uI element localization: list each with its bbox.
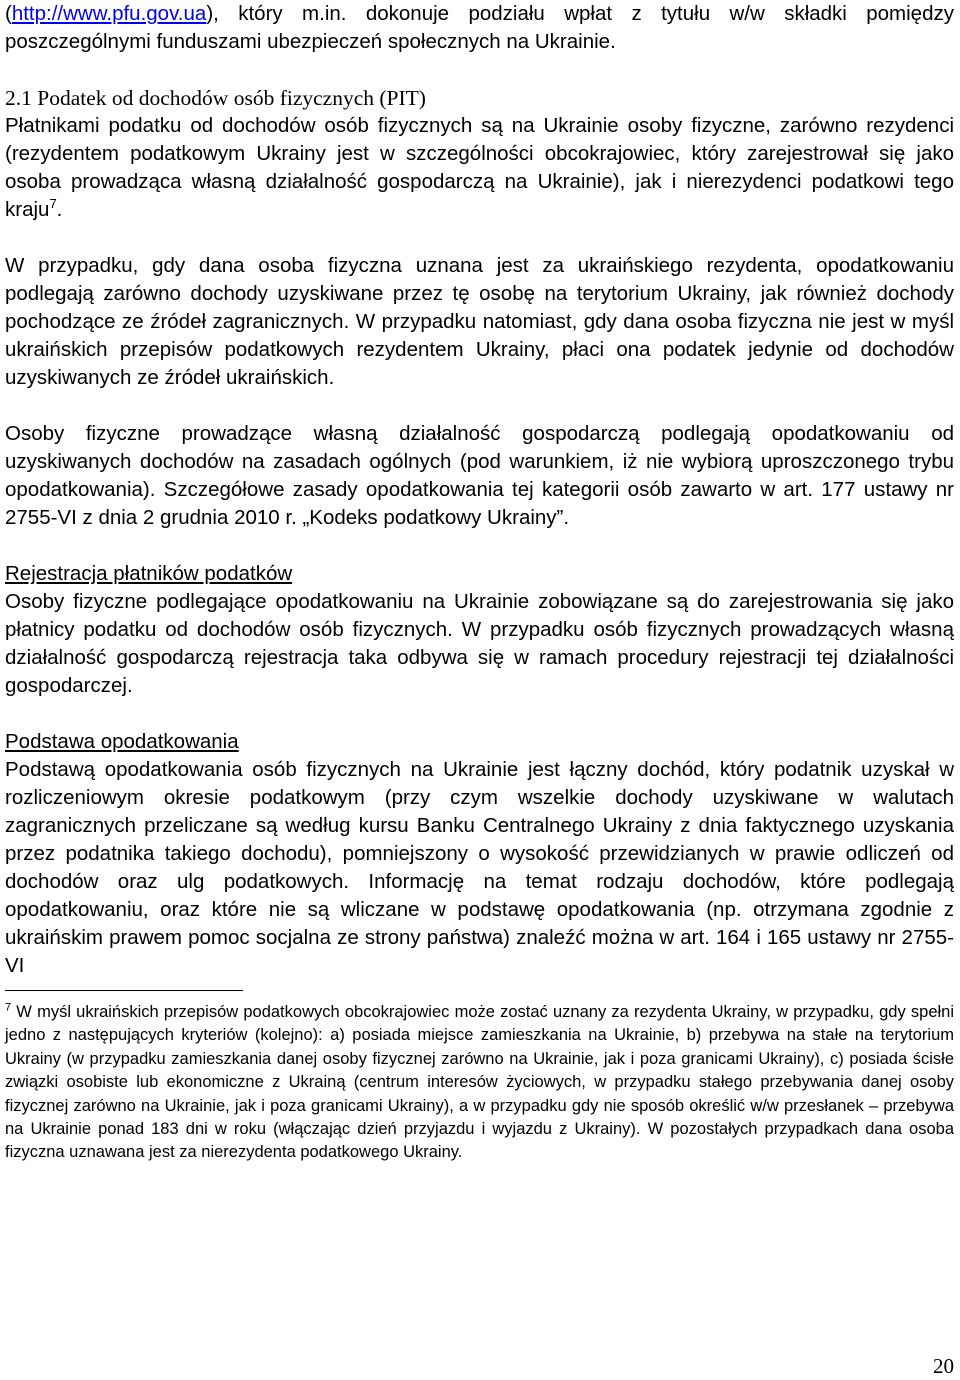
footnote-separator (5, 990, 243, 991)
pit-paragraph-3: Osoby fizyczne prowadzące własną działalność gospodarczą podlegają opodatkowaniu od uzyskiwanych dochodów na zasadach ogólnych (pod warunkiem, iż nie wybiorą uproszczonego trybu opodatkowania). Szczegółowe zasady opodatkowania tej kategorii osób zawarto w art. 177 ustawy nr 2755-VI z dnia 2 grudnia 2010 r. „Kodeks podatkowy Ukrainy”. (5, 422, 954, 529)
tax-base-heading: Podstawa opodatkowania (5, 730, 239, 753)
footnote-ref-7[interactable]: 7 (49, 196, 57, 212)
section-heading-pit: 2.1 Podatek od dochodów osób fizycznych (PIT) (5, 86, 426, 110)
pit-paragraph-1-text: Płatnikami podatku od dochodów osób fizycznych są na Ukrainie osoby fizyczne, zarówno rezydenci (rezydentem podatkowym Ukrainy jest w szczególności obcokrajowiec, który zarejestrował się jako osoba prowadząca własną działalność gospodarczą na Ukrainie), jak i nierezydenci podatkowi tego kraju (5, 114, 954, 221)
intro-open-paren: ( (5, 2, 12, 25)
pfu-link[interactable]: http://www.pfu.gov.ua (11, 2, 207, 25)
intro-paragraph (5, 0, 954, 56)
pit-paragraph-1 (5, 112, 954, 224)
registration-paragraph: Osoby fizyczne podlegające opodatkowaniu na Ukrainie zobowiązane są do zarejestrowania się jako płatnicy podatku od dochodów osób fizycznych. W przypadku osób fizycznych prowadzących własną działalność gospodarczą rejestracja taka odbywa się w ramach procedury rejestracji tej działalności gospodarczej. (5, 590, 954, 697)
page-number: 20 (933, 1354, 954, 1378)
document-page (5, 0, 954, 1165)
footnote-text: W myśl ukraińskich przepisów podatkowych obcokrajowiec może zostać uznany za rezydenta Ukrainy, w przypadku, gdy spełni jedno z następujących kryteriów (kolejno): a) posiada miejsce zamieszkania na Ukrainie, b) przebywa na stałe na terytorium Ukrainy (w przypadku zamieszkania danej osoby fizycznej zarówno na Ukrainie, jak i poza granicami Ukrainy), c) posiada ścisłe związki osobiste lub ekonomiczne z Ukrainą (centrum interesów życiowych, w przypadku stałego przebywania danej osoby fizycznej zarówno na Ukrainie, jak i poza granicami Ukrainy), a w przypadku gdy nie sposób określić w/w przesłanek – przebywa na Ukrainie ponad 183 dni w roku (włączając dzień przyjazdu i wyjazdu z Ukrainy). W pozostałych przypadkach dana osoba fizyczna uznawana jest za nierezydenta podatkowego Ukrainy. (5, 1003, 954, 1162)
pit-paragraph-1-end: . (56, 198, 63, 221)
registration-heading: Rejestracja płatników podatków (5, 562, 293, 585)
tax-base-paragraph: Podstawą opodatkowania osób fizycznych na Ukrainie jest łączny dochód, który podatnik uzyskał w rozliczeniowym okresie podatkowym (przy czym wszelkie dochody uzyskiwane w walutach zagranicznych przeliczane są według kursu Banku Centralnego Ukrainy z dnia faktycznego uzyskania przez podatnika takiego dochodu), pomniejszony o wysokość przewidzianych w prawie odliczeń od dochodów oraz ulg podatkowych. Informację na temat rodzaju dochodów, które podlegają opodatkowaniu, oraz które nie są wliczane w podstawę opodatkowania (np. otrzymana zgodnie z ukraińskim prawem pomoc socjalna ze strony państwa) znaleźć można w art. 164 i 165 ustawy nr 2755-VI (5, 758, 954, 977)
pit-paragraph-2: W przypadku, gdy dana osoba fizyczna uznana jest za ukraińskiego rezydenta, opodatkowaniu podlegają zarówno dochody uzyskiwane przez tę osobę na terytorium Ukrainy, jak również dochody pochodzące ze źródeł zagranicznych. W przypadku natomiast, gdy dana osoba fizyczna nie jest w myśl ukraińskich przepisów podatkowych rezydentem Ukrainy, płaci ona podatek jedynie od dochodów uzyskiwanych ze źródeł ukraińskich. (5, 254, 954, 389)
footnote-7 (5, 1001, 954, 1165)
intro-text: ), który m.in. dokonuje podziału wpłat z tytułu w/w składki pomiędzy poszczególnymi funduszami ubezpieczeń społecznych na Ukrainie. (5, 2, 954, 53)
footnote-number: 7 (5, 1001, 12, 1014)
